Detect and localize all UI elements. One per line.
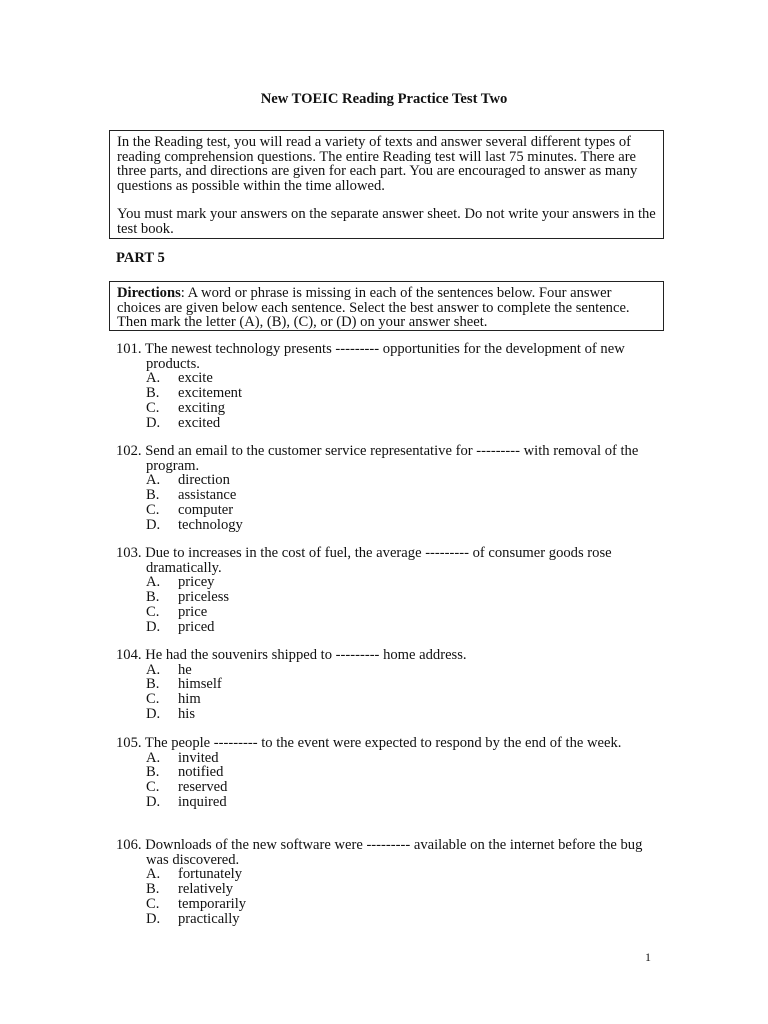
option-a (116, 371, 661, 386)
question-106 (116, 838, 661, 926)
option-text: him (178, 691, 201, 708)
question-stem: 104. He had the souvenirs shipped to --------- home address. (116, 647, 467, 663)
option-letter: C. (146, 501, 160, 518)
option-letter: A. (146, 472, 161, 489)
answer-options (116, 867, 661, 926)
option-letter: A. (146, 866, 161, 883)
option-text: notified (178, 764, 224, 781)
option-letter: C. (146, 779, 160, 796)
option-text: inquired (178, 793, 227, 810)
option-c (116, 692, 661, 707)
option-letter: C. (146, 895, 160, 912)
question-105 (116, 736, 661, 810)
answer-options (116, 371, 661, 430)
option-text: his (178, 705, 196, 722)
option-text: practically (178, 910, 240, 927)
question-stem: 101. The newest technology presents --------- opportunities for the development of new products. (116, 341, 625, 372)
option-c (116, 897, 661, 912)
option-text: exciting (178, 399, 226, 416)
option-text: invited (178, 749, 219, 766)
option-b (116, 677, 661, 692)
option-letter: D. (146, 414, 161, 431)
option-b (116, 590, 661, 605)
option-text: excitement (178, 385, 243, 402)
option-c (116, 605, 661, 620)
option-letter: D. (146, 910, 161, 927)
option-d (116, 620, 661, 635)
option-letter: C. (146, 691, 160, 708)
option-letter: A. (146, 749, 161, 766)
option-letter: B. (146, 385, 160, 402)
question-103 (116, 546, 661, 634)
option-d (116, 795, 661, 810)
option-letter: B. (146, 487, 160, 504)
directions-label: Directions (117, 285, 181, 301)
option-d (116, 707, 661, 722)
option-letter: B. (146, 676, 160, 693)
option-letter: C. (146, 603, 160, 620)
option-letter: B. (146, 881, 160, 898)
option-d (116, 518, 661, 533)
option-a (116, 867, 661, 882)
option-text: excite (178, 370, 213, 387)
directions-box (109, 281, 664, 331)
option-text: technology (178, 516, 243, 533)
option-c (116, 780, 661, 795)
option-d (116, 416, 661, 431)
question-102 (116, 444, 661, 532)
part-heading: PART 5 (116, 250, 165, 266)
option-text: priced (178, 618, 215, 635)
answer-sheet-note: You must mark your answers on the separate answer sheet. Do not write your answers in the test book. (117, 205, 656, 237)
directions-text (117, 286, 657, 330)
option-c (116, 401, 661, 416)
option-a (116, 663, 661, 678)
instructions-box (109, 130, 664, 239)
answer-options (116, 751, 661, 810)
option-b (116, 386, 661, 401)
option-b (116, 765, 661, 780)
answer-options (116, 575, 661, 634)
question-stem: 103. Due to increases in the cost of fuel, the average --------- of consumer goods rose dramatically. (116, 545, 612, 576)
option-text: excited (178, 414, 221, 431)
option-a (116, 473, 661, 488)
option-text: assistance (178, 487, 237, 504)
option-letter: C. (146, 399, 160, 416)
option-letter: D. (146, 516, 161, 533)
question-stem: 102. Send an email to the customer service representative for --------- with removal of the program. (116, 443, 639, 474)
option-letter: D. (146, 618, 161, 635)
page-number: 1 (645, 950, 651, 964)
option-a (116, 575, 661, 590)
question-stem: 106. Downloads of the new software were --------- available on the internet before the bug was discovered. (116, 837, 643, 868)
option-text: reserved (178, 779, 228, 796)
question-101 (116, 342, 661, 430)
option-letter: D. (146, 793, 161, 810)
option-letter: B. (146, 764, 160, 781)
option-text: himself (178, 676, 222, 693)
answer-options (116, 663, 661, 722)
option-text: fortunately (178, 866, 243, 883)
option-d (116, 912, 661, 927)
option-letter: A. (146, 370, 161, 387)
option-letter: B. (146, 589, 160, 606)
option-letter: A. (146, 661, 161, 678)
option-text: direction (178, 472, 230, 489)
question-stem: 105. The people --------- to the event were expected to respond by the end of the week. (116, 735, 622, 751)
option-letter: A. (146, 574, 161, 591)
option-text: computer (178, 501, 234, 518)
option-b (116, 488, 661, 503)
option-b (116, 882, 661, 897)
option-letter: D. (146, 705, 161, 722)
directions-body: : A word or phrase is missing in each of the sentences below. Four answer choices are given below each sentence. Select the best answer to complete the sentence. Then mark the letter (A), (B), (C), or (D) on your answer sheet. (117, 285, 630, 331)
page-title: New TOEIC Reading Practice Test Two (260, 91, 508, 107)
option-c (116, 503, 661, 518)
instructions-paragraph: In the Reading test, you will read a variety of texts and answer several different types of reading comprehension questions. The entire Reading test will last 75 minutes. There are three parts, and directions are given for each part. You are encouraged to answer as many questions as possible within the time allowed. (117, 134, 638, 195)
question-104 (116, 648, 661, 722)
answer-options (116, 473, 661, 532)
option-text: temporarily (178, 895, 247, 912)
option-text: relatively (178, 881, 234, 898)
option-text: price (178, 603, 208, 620)
option-text: he (178, 661, 192, 678)
option-text: priceless (178, 589, 230, 606)
option-a (116, 751, 661, 766)
option-text: pricey (178, 574, 215, 591)
